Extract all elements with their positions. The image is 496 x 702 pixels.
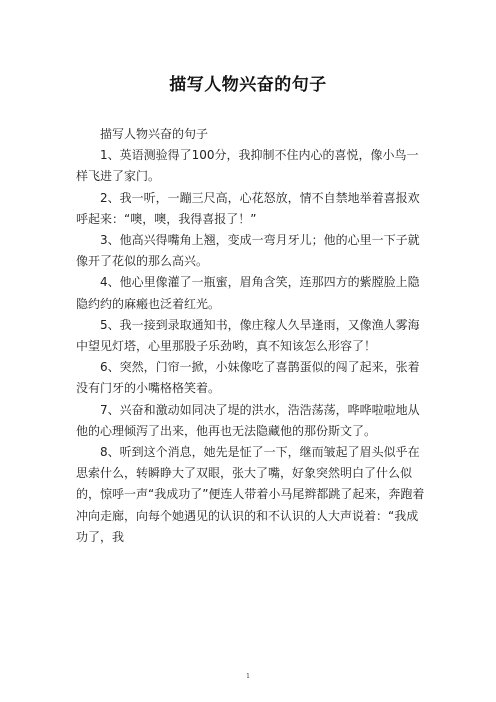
page-number: 1 <box>246 673 250 680</box>
paragraph-7: 7、兴奋和激动如同决了堤的洪水，浩浩荡荡，哗哗啦啦地从他的心理倾泻了出来，他再也无法隐藏他的那份斯文了。 <box>76 402 420 438</box>
paragraph-1: 1、英语测验得了100分，我抑制不住内心的喜悦，像小鸟一样飞进了家门。 <box>76 148 419 184</box>
paragraph-2: 2、我一听，一蹦三尺高，心花怒放，情不自禁地举着喜报欢呼起来：“噢，噢，我得喜报了！” <box>76 190 420 226</box>
document-body <box>76 124 426 548</box>
paragraph-8: 8、听到这个消息，她先是怔了一下，继而皱起了眉头似乎在思索什么，转瞬睁大了双眼，张大了嘴，好象突然明白了什么似的，惊呼一声“我成功了”便连人带着小马尾辫都跳了起来，奔跑着冲向走廊，向每个她遇见的认识的和不认识的人大声说着：“我成功了，我 <box>76 445 425 544</box>
paragraph-4: 4、他心里像灌了一瓶蜜，眉角含笑，连那四方的紫膛脸上隐隐约约的麻瘢也泛着红光。 <box>76 275 420 311</box>
paragraph-6: 6、突然，门帘一掀，小妹像吃了喜鹊蛋似的闯了起来，张着没有门牙的小嘴格格笑着。 <box>76 360 420 396</box>
paragraph-5: 5、我一接到录取通知书，像庄稼人久旱逢雨，又像渔人雾海中望见灯塔，心里那股子乐劲哟，真不知该怎么形容了！ <box>76 317 420 354</box>
paragraph-3: 3、他高兴得嘴角上翘，变成一弯月牙儿；他的心里一下子就像开了花似的那么高兴。 <box>76 233 420 269</box>
paragraph-heading: 描写人物兴奋的句子 <box>100 127 209 141</box>
document-title: 描写人物兴奋的句子 <box>169 75 327 95</box>
